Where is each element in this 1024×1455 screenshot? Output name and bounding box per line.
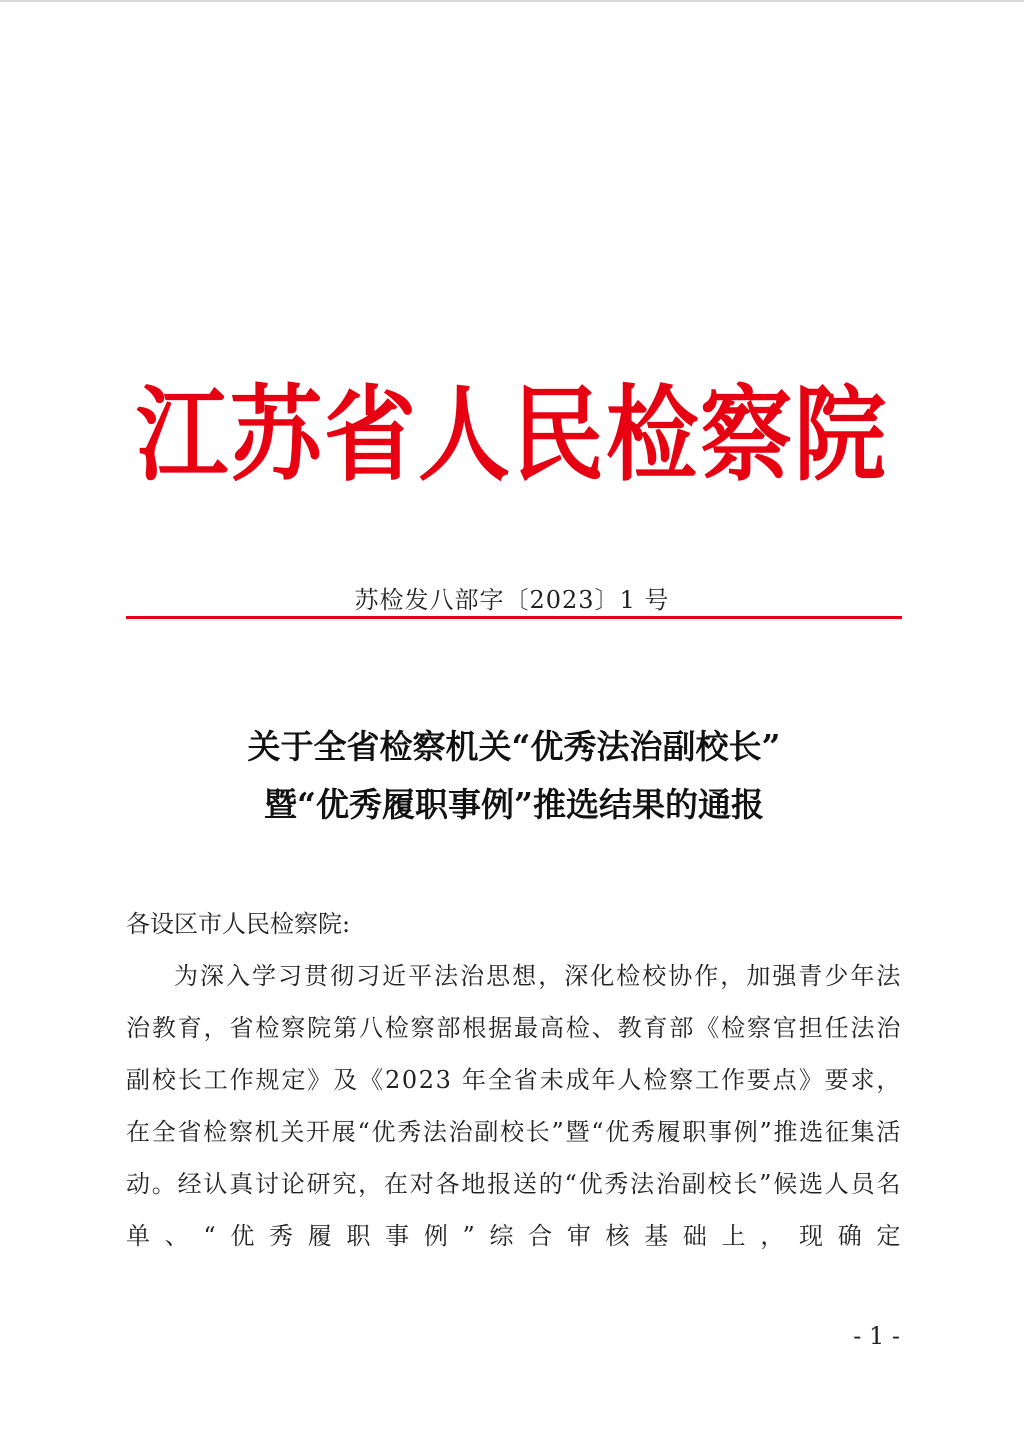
issuer-title: 江苏省人民检察院 <box>135 374 888 496</box>
page-top-border <box>0 0 1024 2</box>
title-line-2: 暨“优秀履职事例”推选结果的通报 <box>264 785 764 824</box>
red-divider-line <box>126 616 902 619</box>
salutation: 各设区市人民检察院: <box>126 910 351 938</box>
document-body <box>126 898 902 1262</box>
title-line-1: 关于全省检察机关“优秀法治副校长” <box>247 727 781 766</box>
document-number: 苏检发八部字〔2023〕1 号 <box>354 586 670 614</box>
page-number: - 1 - <box>853 1322 900 1350</box>
document-title <box>126 718 902 834</box>
body-paragraph: 为深入学习贯彻习近平法治思想，深化检校协作，加强青少年法治教育，省检察院第八检察部根据最高检、教育部《检察官担任法治副校长工作规定》及《2023 年全省未成年人检察工作要点》要求，在全省检察机关开展“优秀法治副校长”暨“优秀履职事例”推选征集活动。经认真讨论研究，在对各地报送的“优秀法治副校长”候选人员名单、“优秀履职事例”综合审核基础上，现确定 <box>126 962 902 1250</box>
